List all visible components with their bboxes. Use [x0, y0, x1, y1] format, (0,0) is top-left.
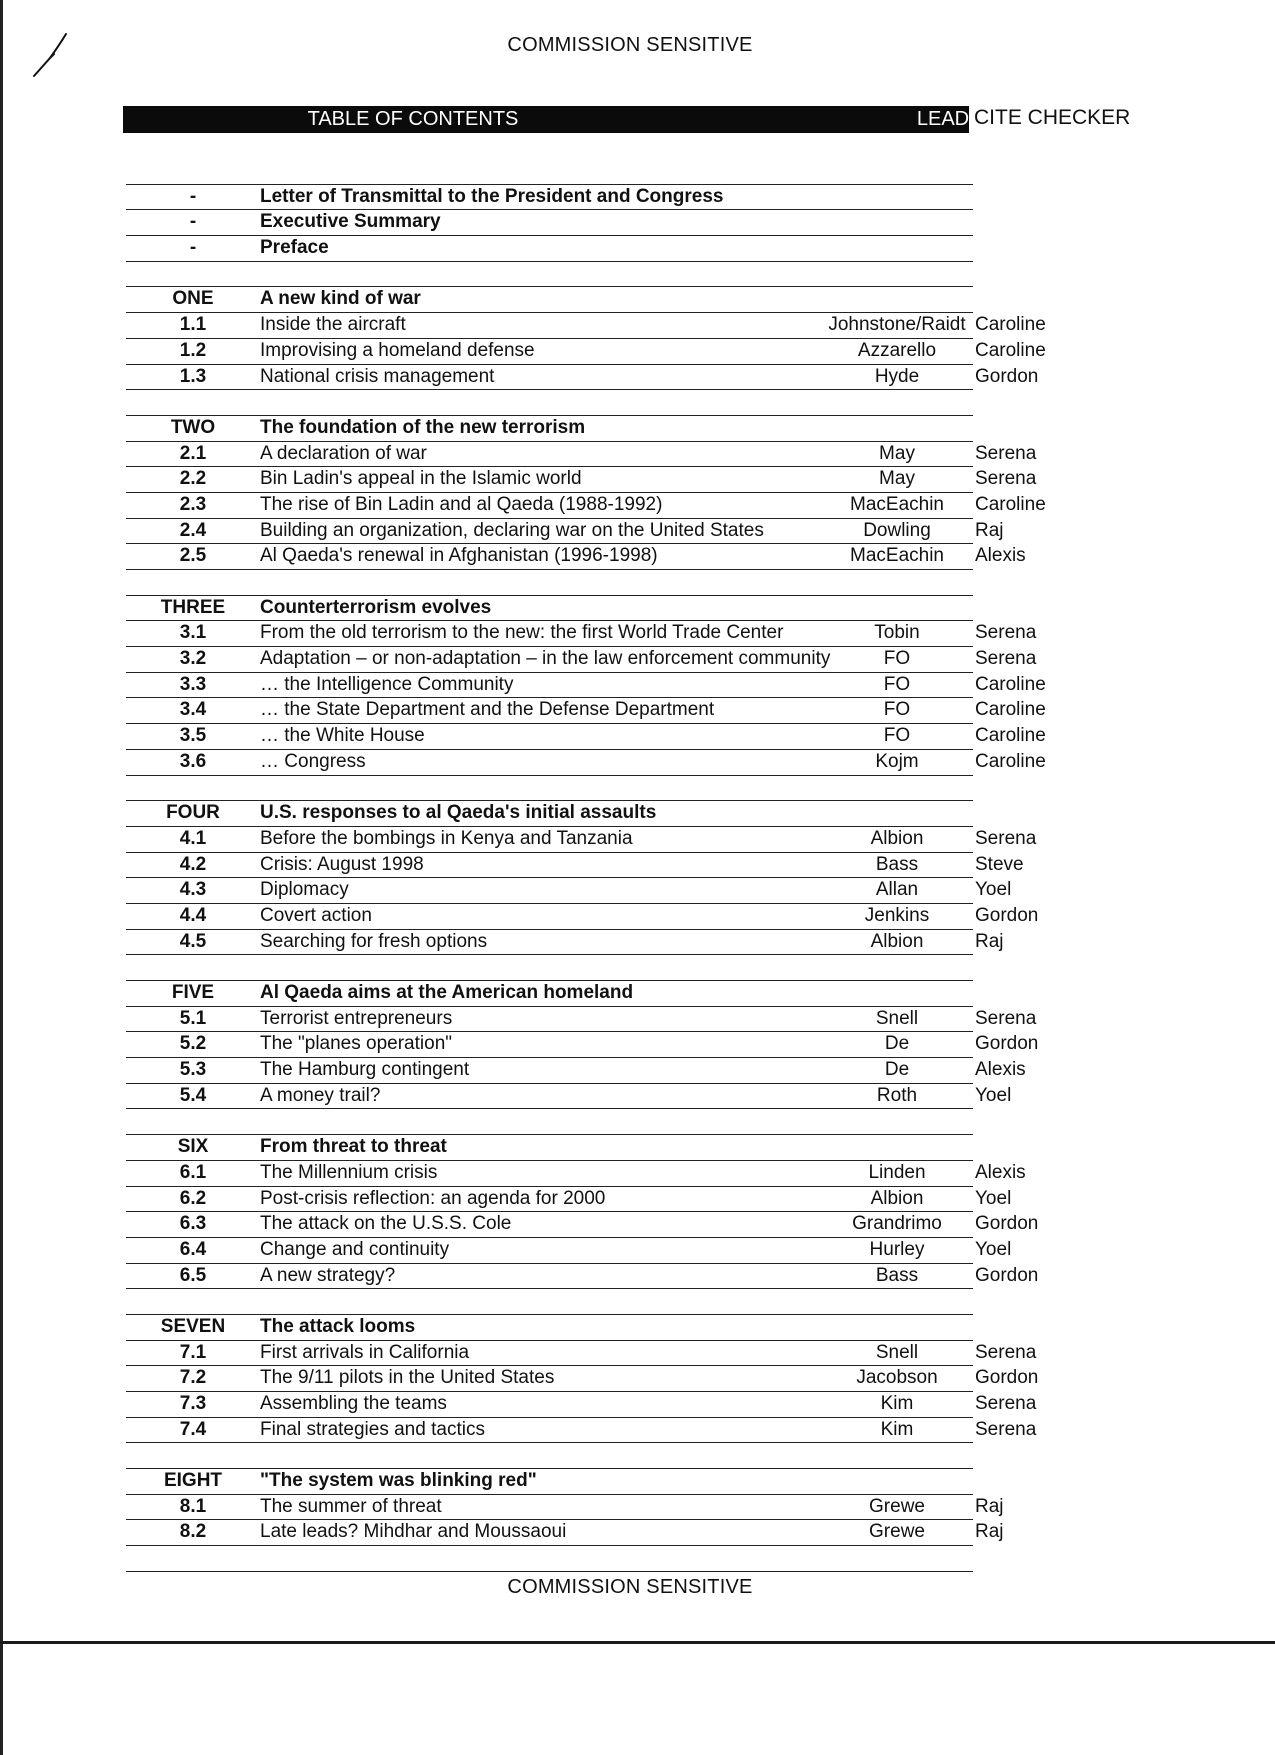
- blank-row: [123, 1546, 973, 1572]
- lead-name: Bass: [875, 853, 919, 875]
- cite-checker-name: Caroline: [975, 673, 1046, 695]
- section-number: 6.1: [179, 1161, 207, 1183]
- cite-checker-name: Serena: [975, 1393, 1037, 1414]
- section-title: "The system was blinking red": [260, 1470, 537, 1492]
- section-row: [123, 1007, 1037, 1033]
- section-row: [123, 673, 1046, 699]
- lead-name: Albion: [870, 930, 924, 952]
- lead-name: Hurley: [869, 1238, 925, 1260]
- cite-checker-name: Yoel: [975, 1187, 1012, 1209]
- cite-checker-name: Caroline: [975, 699, 1046, 721]
- section-row: [123, 544, 1026, 570]
- lead-name: Bass: [875, 1264, 919, 1286]
- section-row: [123, 904, 1039, 930]
- section-number: 5.3: [179, 1059, 207, 1081]
- section-title: A new strategy?: [260, 1264, 396, 1286]
- section-title: A money trail?: [260, 1084, 381, 1106]
- section-number: 3.3: [179, 673, 207, 695]
- lead-name: De: [884, 1059, 910, 1081]
- cite-checker-name: Serena: [975, 1418, 1037, 1440]
- section-title: Building an organization, declaring war on the United States: [260, 519, 764, 541]
- section-row: [123, 827, 1037, 853]
- cite-checker-name: Serena: [975, 648, 1037, 670]
- cite-checker-name: Caroline: [975, 750, 1046, 772]
- section-number: 3.6: [179, 750, 207, 772]
- lead-column-header: LEAD: [916, 108, 970, 130]
- chapter-row: [123, 210, 973, 236]
- section-number: 8.1: [179, 1495, 207, 1517]
- section-title: Inside the aircraft: [260, 314, 406, 336]
- toc-table: [123, 159, 1046, 1572]
- section-number: 4.5: [179, 930, 207, 952]
- lead-name: Grandrimo: [852, 1213, 942, 1235]
- section-title: Crisis: August 1998: [260, 853, 424, 875]
- section-title: Final strategies and tactics: [260, 1418, 485, 1440]
- section-row: [123, 647, 1037, 673]
- section-title: The foundation of the new terrorism: [260, 416, 586, 438]
- section-number: 4.4: [179, 904, 207, 926]
- lead-name: Kojm: [875, 750, 919, 772]
- cite-checker-name: Serena: [975, 827, 1037, 849]
- cite-checker-name: Steve: [975, 853, 1024, 875]
- lead-name: Jacobson: [856, 1367, 938, 1389]
- lead-name: FO: [883, 648, 911, 670]
- section-title: Counterterrorism evolves: [260, 596, 492, 618]
- section-number: 2.5: [179, 545, 207, 567]
- section-row: [123, 339, 1046, 365]
- blank-row: [123, 262, 973, 288]
- lead-name: Kim: [880, 1393, 914, 1414]
- cite-checker-name: Serena: [975, 1007, 1037, 1029]
- cite-checker-name: Yoel: [975, 879, 1012, 901]
- section-title: U.S. responses to al Qaeda's initial assaults: [260, 802, 657, 824]
- section-row: [123, 442, 1037, 468]
- section-number: -: [189, 211, 197, 233]
- section-title: The attack looms: [260, 1315, 416, 1337]
- section-number: 3.5: [179, 725, 207, 747]
- section-number: 5.4: [179, 1084, 207, 1106]
- cite-checker-column-header: CITE CHECKER: [974, 106, 1131, 129]
- section-row: [123, 1392, 1037, 1418]
- blank-row: [123, 1443, 973, 1469]
- cite-checker-name: Alexis: [975, 1161, 1026, 1183]
- lead-name: May: [879, 442, 915, 464]
- section-row: [123, 724, 1046, 750]
- lead-name: Snell: [875, 1007, 919, 1029]
- section-row: [123, 1238, 1012, 1264]
- section-row: [123, 750, 1046, 776]
- lead-name: Tobin: [874, 622, 920, 644]
- section-title: Bin Ladin's appeal in the Islamic world: [260, 468, 582, 490]
- lead-name: FO: [883, 699, 911, 721]
- section-number: 7.4: [179, 1418, 207, 1440]
- chapter-row: [123, 596, 973, 622]
- section-title: The Hamburg contingent: [260, 1059, 470, 1081]
- cite-checker-name: Gordon: [975, 1033, 1039, 1055]
- lead-name: Azzarello: [857, 339, 937, 361]
- section-row: [123, 1032, 1039, 1058]
- blank-row: [123, 1109, 973, 1135]
- section-row: [123, 1264, 1039, 1290]
- section-title: Adaptation – or non-adaptation – in the law enforcement community: [260, 648, 831, 670]
- lead-name: FO: [883, 725, 911, 747]
- section-title: Letter of Transmittal to the President and Congress: [260, 185, 724, 207]
- section-number: 6.2: [179, 1187, 207, 1209]
- cite-checker-name: Caroline: [975, 493, 1046, 515]
- section-row: [123, 467, 1037, 493]
- page-bottom-rule: [0, 1641, 1275, 1644]
- lead-name: De: [884, 1033, 910, 1055]
- section-number: 4.2: [179, 853, 207, 875]
- cite-checker-name: Alexis: [975, 1059, 1026, 1081]
- classification-footer: COMMISSION SENSITIVE: [507, 1576, 753, 1598]
- section-title: The "planes operation": [260, 1033, 453, 1055]
- section-number: EIGHT: [163, 1470, 223, 1492]
- lead-name: Grewe: [869, 1521, 925, 1543]
- section-title: Preface: [260, 237, 329, 259]
- cite-checker-name: Caroline: [975, 339, 1046, 361]
- section-title: A declaration of war: [260, 442, 427, 464]
- section-row: [123, 1058, 1026, 1084]
- section-number: SIX: [177, 1136, 209, 1158]
- chapter-row: [123, 287, 973, 313]
- section-row: [123, 1084, 1012, 1110]
- cite-checker-name: Gordon: [975, 365, 1039, 387]
- lead-name: Jenkins: [864, 904, 930, 926]
- chapter-row: [123, 185, 973, 211]
- section-title: National crisis management: [260, 365, 495, 387]
- lead-name: Kim: [880, 1418, 914, 1440]
- section-number: THREE: [160, 596, 226, 618]
- lead-name: MacEachin: [850, 493, 944, 515]
- cite-checker-name: Alexis: [975, 545, 1026, 567]
- section-row: [123, 1212, 1039, 1238]
- section-number: 2.1: [179, 442, 207, 464]
- section-number: TWO: [170, 416, 216, 438]
- cite-checker-name: Gordon: [975, 1264, 1039, 1286]
- section-title: … Congress: [260, 750, 366, 772]
- lead-name: Grewe: [869, 1495, 925, 1517]
- section-number: 4.3: [179, 879, 207, 901]
- page-left-edge: [0, 0, 3, 1755]
- section-number: 1.1: [179, 314, 207, 336]
- section-number: 6.3: [179, 1213, 207, 1235]
- cite-checker-name: Yoel: [975, 1238, 1012, 1260]
- section-number: -: [189, 185, 197, 207]
- section-title: Late leads? Mihdhar and Moussaoui: [260, 1521, 567, 1543]
- blank-row: [123, 159, 973, 185]
- section-row: [123, 1161, 1026, 1187]
- section-number: FOUR: [166, 802, 220, 824]
- section-title: Covert action: [260, 904, 372, 926]
- section-title: The rise of Bin Ladin and al Qaeda (1988-1992): [260, 493, 663, 515]
- lead-name: Albion: [870, 1187, 924, 1209]
- section-number: 6.5: [179, 1264, 207, 1286]
- section-row: [123, 878, 1012, 904]
- lead-name: Johnstone/Raidt: [828, 314, 966, 336]
- toc-header-bar: [123, 106, 969, 133]
- blank-row: [123, 955, 973, 981]
- cite-checker-name: Serena: [975, 468, 1037, 490]
- section-title: Post-crisis reflection: an agenda for 2000: [260, 1187, 606, 1209]
- chapter-row: [123, 801, 973, 827]
- section-title: Improvising a homeland defense: [260, 339, 535, 361]
- lead-name: Roth: [876, 1084, 918, 1106]
- lead-name: MacEachin: [850, 545, 944, 567]
- cite-checker-name: Raj: [975, 930, 1004, 952]
- lead-name: May: [879, 468, 915, 490]
- chapter-row: [123, 236, 973, 262]
- chapter-row: [123, 416, 973, 442]
- section-number: 2.4: [179, 519, 207, 541]
- lead-name: FO: [883, 673, 911, 695]
- section-row: [123, 698, 1046, 724]
- section-title: The Millennium crisis: [260, 1161, 438, 1183]
- section-number: 3.1: [179, 622, 207, 644]
- section-number: 4.1: [179, 827, 207, 849]
- section-number: 1.3: [179, 365, 207, 387]
- section-title: Executive Summary: [260, 211, 441, 233]
- section-title: … the State Department and the Defense Department: [260, 699, 715, 721]
- section-row: [123, 493, 1046, 519]
- section-number: 5.1: [179, 1007, 207, 1029]
- section-row: [123, 1495, 1004, 1521]
- section-row: [123, 1366, 1039, 1392]
- cite-checker-name: Raj: [975, 1521, 1004, 1543]
- section-number: 3.2: [179, 648, 207, 670]
- section-row: [123, 1341, 1037, 1367]
- section-title: The 9/11 pilots in the United States: [260, 1367, 555, 1389]
- cite-checker-name: Caroline: [975, 314, 1046, 336]
- section-number: 7.2: [179, 1367, 207, 1389]
- lead-name: Hyde: [874, 365, 920, 387]
- cite-checker-name: Raj: [975, 519, 1004, 541]
- section-title: The attack on the U.S.S. Cole: [260, 1213, 512, 1235]
- section-title: Assembling the teams: [260, 1393, 447, 1414]
- cite-checker-name: Serena: [975, 442, 1037, 464]
- section-row: [123, 621, 1037, 647]
- cite-checker-name: Caroline: [975, 725, 1046, 747]
- section-number: ONE: [172, 288, 214, 310]
- section-title: Before the bombings in Kenya and Tanzania: [260, 827, 633, 849]
- chapter-row: [123, 1469, 973, 1495]
- section-number: 6.4: [179, 1238, 207, 1260]
- section-title: The summer of threat: [260, 1495, 442, 1517]
- section-row: [123, 313, 1046, 339]
- section-number: 7.1: [179, 1341, 207, 1363]
- section-number: 1.2: [179, 339, 207, 361]
- section-title: From the old terrorism to the new: the first World Trade Center: [260, 622, 784, 644]
- blank-row: [123, 776, 973, 802]
- section-number: 2.3: [179, 493, 207, 515]
- toc-title: TABLE OF CONTENTS: [307, 108, 519, 130]
- lead-name: Dowling: [863, 519, 931, 541]
- chapter-row: [123, 1315, 973, 1341]
- section-row: [123, 930, 1004, 956]
- section-number: 3.4: [179, 699, 207, 721]
- section-number: 5.2: [179, 1033, 207, 1055]
- section-title: First arrivals in California: [260, 1341, 470, 1363]
- section-row: [123, 1418, 1037, 1444]
- section-title: Terrorist entrepreneurs: [260, 1007, 453, 1029]
- section-title: Al Qaeda's renewal in Afghanistan (1996-1998): [260, 545, 658, 567]
- section-number: 7.3: [179, 1393, 207, 1414]
- section-title: Change and continuity: [260, 1238, 450, 1260]
- classification-header: COMMISSION SENSITIVE: [507, 34, 753, 56]
- section-title: … the White House: [260, 725, 425, 747]
- section-row: [123, 519, 1004, 545]
- section-title: From threat to threat: [260, 1136, 447, 1158]
- section-title: A new kind of war: [260, 288, 421, 310]
- blank-row: [123, 570, 973, 596]
- section-row: [123, 1520, 1004, 1546]
- lead-name: Allan: [875, 879, 919, 901]
- cite-checker-name: Gordon: [975, 904, 1039, 926]
- chapter-row: [123, 981, 973, 1007]
- cite-checker-name: Gordon: [975, 1367, 1039, 1389]
- chapter-row: [123, 1135, 973, 1161]
- cite-checker-name: Serena: [975, 1341, 1037, 1363]
- section-title: … the Intelligence Community: [260, 673, 514, 695]
- cite-checker-name: Yoel: [975, 1084, 1012, 1106]
- lead-name: Snell: [875, 1341, 919, 1363]
- section-title: Al Qaeda aims at the American homeland: [260, 982, 634, 1003]
- blank-row: [123, 1289, 973, 1315]
- section-number: 8.2: [179, 1521, 207, 1543]
- section-number: 2.2: [179, 468, 207, 490]
- lead-name: Albion: [870, 827, 924, 849]
- section-title: Searching for fresh options: [260, 930, 488, 952]
- section-number: -: [189, 237, 197, 259]
- section-row: [123, 365, 1039, 391]
- lead-name: Linden: [868, 1161, 926, 1183]
- section-row: [123, 853, 1024, 879]
- section-number: FIVE: [171, 982, 215, 1003]
- section-row: [123, 1187, 1012, 1213]
- section-title: Diplomacy: [260, 879, 349, 901]
- blank-row: [123, 390, 973, 416]
- cite-checker-name: Gordon: [975, 1213, 1039, 1235]
- cite-checker-name: Serena: [975, 622, 1037, 644]
- section-number: SEVEN: [160, 1315, 226, 1337]
- cite-checker-name: Raj: [975, 1495, 1004, 1517]
